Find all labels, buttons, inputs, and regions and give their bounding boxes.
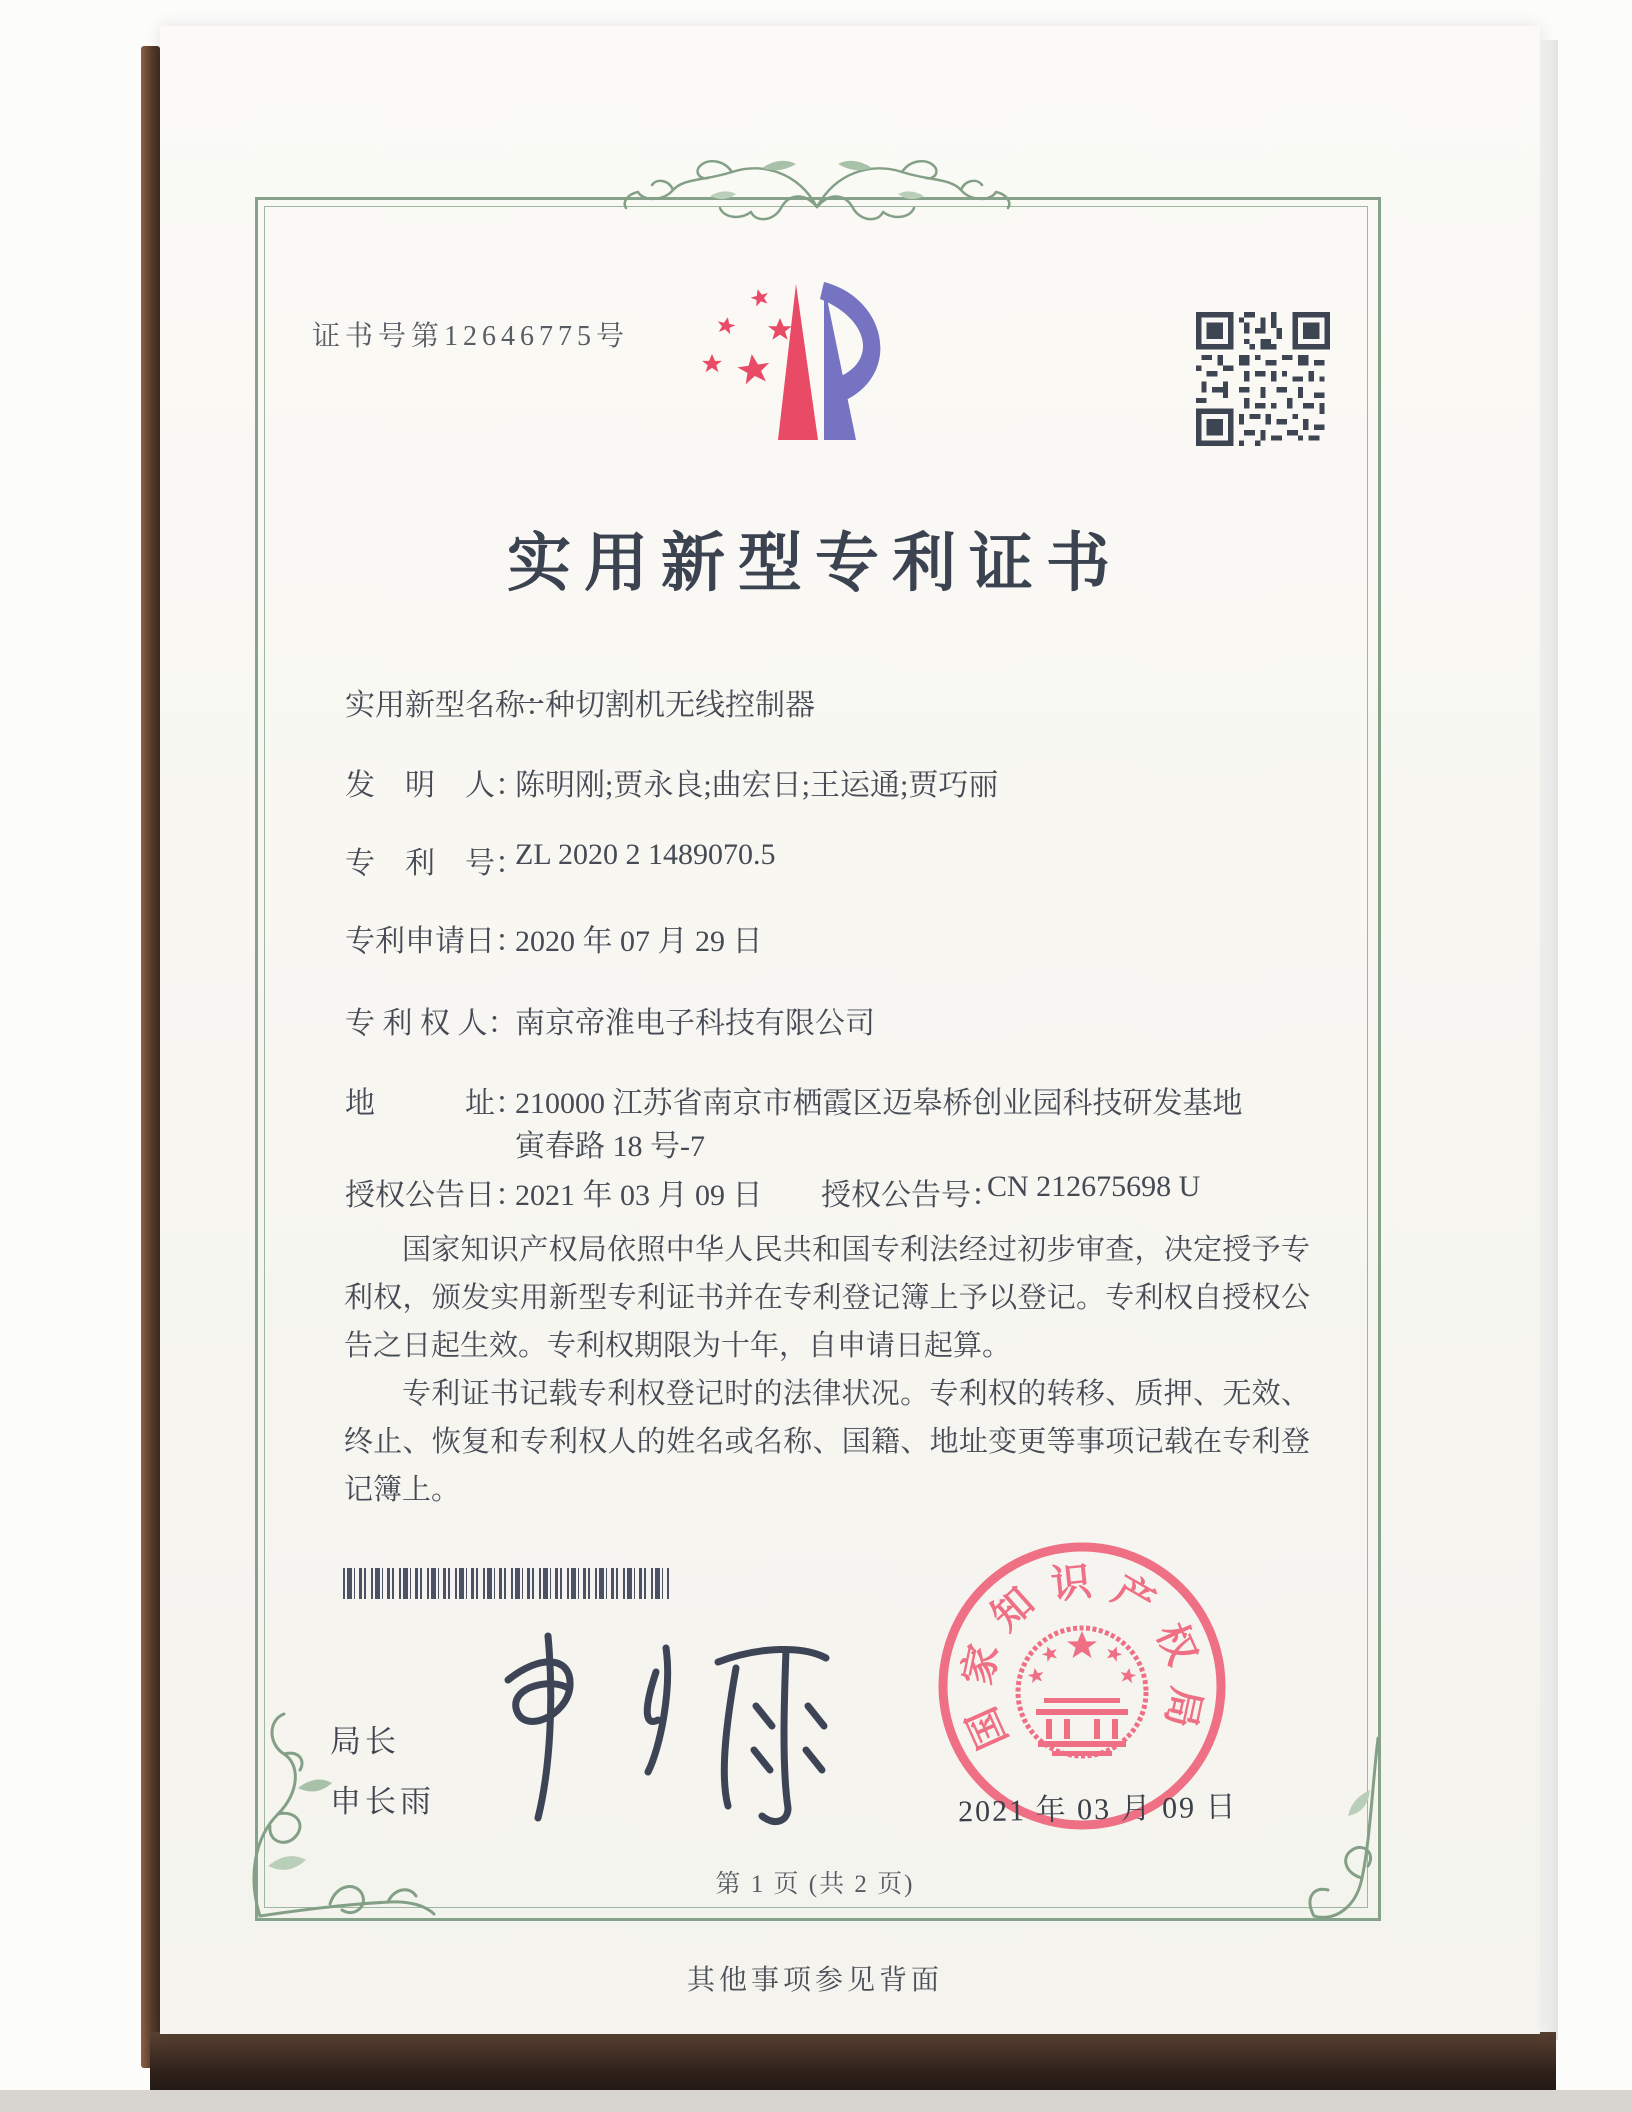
back-side-note: 其他事项参见背面 — [686, 1965, 943, 1996]
commissioner-title: 局长 — [330, 1724, 400, 1759]
barcode — [343, 1568, 669, 1599]
seal-char: 权 — [1147, 1616, 1206, 1672]
field-row-grant — [345, 1170, 1355, 1214]
page-left-edge — [141, 46, 160, 2068]
page-right-shadow — [1538, 40, 1558, 2040]
field-row-filing-date — [345, 916, 1355, 960]
commissioner-signature-icon — [460, 1620, 860, 1835]
grant-number-label: 授权公告号： — [821, 1179, 1001, 1212]
field-value: 2020 年 07 月 29 日 — [515, 925, 763, 958]
field-row-inventors — [345, 760, 1355, 804]
field-row-name — [345, 680, 1355, 724]
seal-char: 国 — [958, 1700, 1017, 1756]
field-label: 实用新型名称： — [345, 689, 555, 722]
seal-char: 产 — [1105, 1566, 1163, 1626]
seal-char: 识 — [1048, 1558, 1094, 1608]
grant-number-value: CN 212675698 U — [987, 1170, 1201, 1203]
certificate-title: 实用新型专利证书 — [507, 528, 1123, 599]
grant-date-label: 授权公告日： — [345, 1179, 525, 1212]
seal-char: 家 — [954, 1640, 1007, 1689]
page-indicator: 第 1 页 (共 2 页) — [715, 1871, 915, 1898]
seal-char: 知 — [982, 1578, 1043, 1640]
bottom-right-flourish-icon — [1282, 1730, 1392, 1930]
field-value-line2: 寅春路 18 号-7 — [515, 1130, 705, 1163]
field-label: 专 利 号： — [345, 847, 525, 880]
field-label: 地 址： — [345, 1087, 525, 1120]
field-value: 陈明刚;贾永良;曲宏日;王运通;贾巧丽 — [515, 769, 999, 802]
field-label: 发 明 人： — [345, 769, 525, 802]
field-row-patentee — [345, 998, 1355, 1042]
qr-code-icon — [1196, 312, 1330, 446]
field-row-address — [345, 1078, 1355, 1163]
field-value: 南京帝淮电子科技有限公司 — [515, 1007, 875, 1040]
page-bottom-edge — [150, 2032, 1556, 2090]
cnipa-logo-icon — [696, 276, 908, 454]
commissioner-name: 申长雨 — [330, 1784, 435, 1819]
seal-national-emblem-icon — [1018, 1628, 1146, 1756]
field-label: 专 利 权 人： — [345, 1007, 518, 1040]
certificate-number: 证书号第12646775号 — [312, 321, 630, 352]
field-value: 210000 江苏省南京市栖霞区迈皋桥创业园科技研发基地 — [515, 1087, 1243, 1120]
photo-background-bottom — [0, 2090, 1632, 2112]
legal-text — [344, 1226, 1310, 1514]
field-row-patent-number — [345, 838, 1355, 882]
seal-char: 局 — [1157, 1683, 1210, 1732]
grant-date-value: 2021 年 03 月 09 日 — [515, 1179, 763, 1212]
field-label: 专利申请日： — [345, 925, 525, 958]
field-value: ZL 2020 2 1489070.5 — [515, 838, 776, 871]
legal-paragraph-2: 专利证书记载专利权登记时的法律状况。专利权的转移、质押、无效、终止、恢复和专利权人的姓名或名称、国籍、地址变更等事项记载在专利登记簿上。 — [344, 1378, 1310, 1506]
legal-paragraph-1: 国家知识产权局依照中华人民共和国专利法经过初步审查，决定授予专利权，颁发实用新型专利证书并在专利登记簿上予以登记。专利权自授权公告之日起生效。专利权期限为十年，自申请日起算。 — [344, 1234, 1310, 1362]
field-value: 一种切割机无线控制器 — [515, 689, 815, 722]
seal-date: 2021 年 03 月 09 日 — [957, 1790, 1238, 1829]
top-scroll-ornament-icon — [612, 150, 1022, 245]
